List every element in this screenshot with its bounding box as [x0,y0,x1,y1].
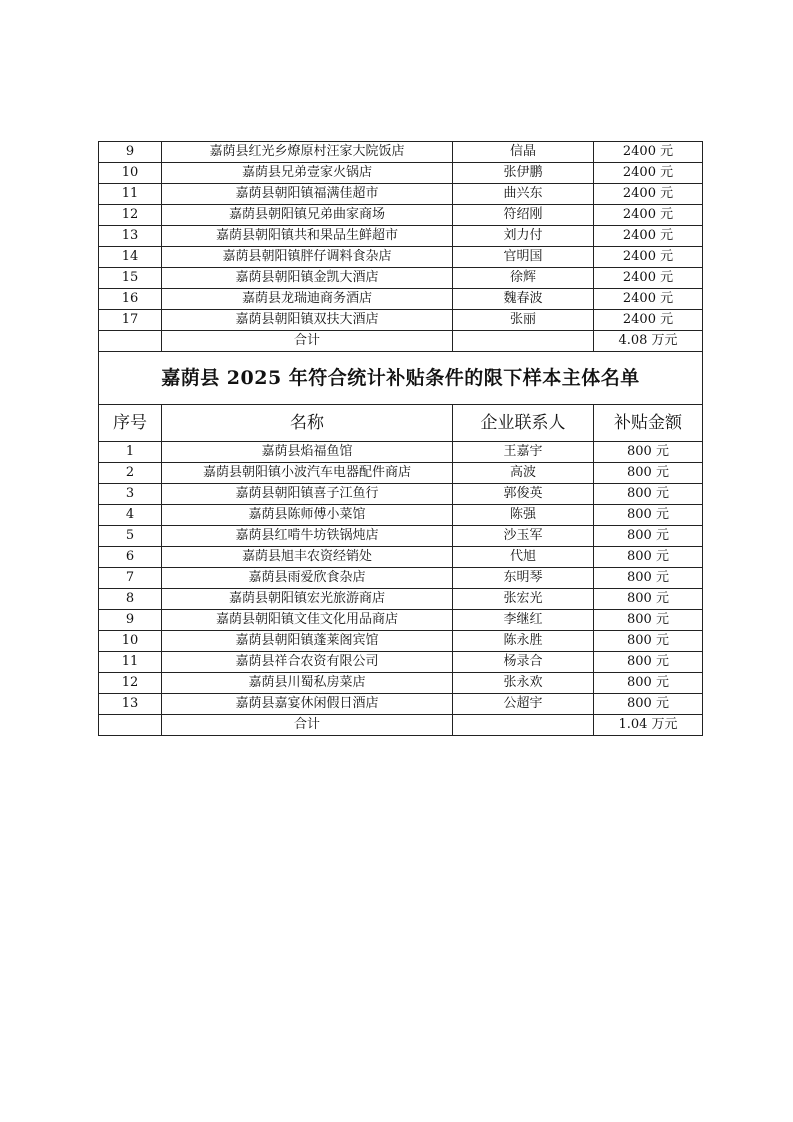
table-row [99,463,703,484]
row-number: 7 [99,568,162,589]
row-number: 4 [99,505,162,526]
row-amount: 800 元 [594,463,703,484]
row-contact: 高波 [453,463,594,484]
table-row [99,142,703,163]
total-amount: 1.04 万元 [594,715,703,736]
row-number: 13 [99,694,162,715]
row-amount: 2400 元 [594,184,703,205]
row-number: 5 [99,526,162,547]
row-name: 嘉荫县朝阳镇小波汽车电器配件商店 [162,463,453,484]
row-name: 嘉荫县雨爱欣食杂店 [162,568,453,589]
table-row [99,694,703,715]
table-row [99,673,703,694]
table-row [99,568,703,589]
row-contact: 刘力付 [453,226,594,247]
table-row [99,484,703,505]
row-amount: 2400 元 [594,268,703,289]
table-row [99,442,703,463]
row-amount: 800 元 [594,694,703,715]
table1-body [99,142,703,331]
row-name: 嘉荫县朝阳镇蓬莱阁宾馆 [162,631,453,652]
row-name: 嘉荫县朝阳镇金凯大酒店 [162,268,453,289]
row-number: 11 [99,652,162,673]
row-amount: 800 元 [594,673,703,694]
total-amount: 4.08 万元 [594,331,703,352]
row-number: 14 [99,247,162,268]
row-name: 嘉荫县旭丰农资经销处 [162,547,453,568]
table-title: 嘉荫县 2025 年符合统计补贴条件的限下样本主体名单 [99,352,703,405]
row-amount: 2400 元 [594,289,703,310]
row-name: 嘉荫县陈师傅小菜馆 [162,505,453,526]
row-number: 3 [99,484,162,505]
row-amount: 2400 元 [594,226,703,247]
table-row [99,226,703,247]
row-number: 16 [99,289,162,310]
row-number: 15 [99,268,162,289]
row-contact: 王嘉宇 [453,442,594,463]
row-number: 10 [99,163,162,184]
row-amount: 800 元 [594,484,703,505]
table-row [99,205,703,226]
total-label: 合计 [162,331,453,352]
row-contact: 陈强 [453,505,594,526]
row-amount: 2400 元 [594,163,703,184]
row-amount: 2400 元 [594,142,703,163]
row-name: 嘉荫县朝阳镇福满佳超市 [162,184,453,205]
row-name: 嘉荫县红啃牛坊铁锅炖店 [162,526,453,547]
header-name: 名称 [162,405,453,442]
table-total-row [99,715,703,736]
row-amount: 2400 元 [594,310,703,331]
row-contact: 曲兴东 [453,184,594,205]
row-number: 10 [99,631,162,652]
table1-total [99,331,703,352]
row-amount: 800 元 [594,547,703,568]
row-amount: 800 元 [594,652,703,673]
row-contact: 信晶 [453,142,594,163]
row-name: 嘉荫县兄弟壹家火锅店 [162,163,453,184]
row-number: 9 [99,142,162,163]
row-amount: 2400 元 [594,247,703,268]
row-contact: 张宏光 [453,589,594,610]
table-row [99,652,703,673]
row-number: 1 [99,442,162,463]
row-name: 嘉荫县嘉宴休闲假日酒店 [162,694,453,715]
table-header-row [99,405,703,442]
row-contact: 徐辉 [453,268,594,289]
table-row [99,247,703,268]
table-row [99,310,703,331]
header-no: 序号 [99,405,162,442]
row-name: 嘉荫县龙瑞迪商务酒店 [162,289,453,310]
row-contact: 陈永胜 [453,631,594,652]
row-contact: 沙玉军 [453,526,594,547]
row-name: 嘉荫县朝阳镇宏光旅游商店 [162,589,453,610]
header-amount: 补贴金额 [594,405,703,442]
row-name: 嘉荫县朝阳镇喜子江鱼行 [162,484,453,505]
row-number: 8 [99,589,162,610]
row-name: 嘉荫县朝阳镇双扶大酒店 [162,310,453,331]
row-name: 嘉荫县朝阳镇胖仔调料食杂店 [162,247,453,268]
table-row [99,505,703,526]
total-contact-cell [453,715,594,736]
row-amount: 800 元 [594,442,703,463]
row-contact: 符绍刚 [453,205,594,226]
row-number: 13 [99,226,162,247]
table-row [99,631,703,652]
total-label: 合计 [162,715,453,736]
table-row [99,547,703,568]
row-number: 17 [99,310,162,331]
row-amount: 800 元 [594,589,703,610]
table-row [99,163,703,184]
row-contact: 李继红 [453,610,594,631]
row-contact: 张永欢 [453,673,594,694]
table-title-row [99,352,703,405]
row-contact: 张丽 [453,310,594,331]
table-row [99,289,703,310]
row-name: 嘉荫县朝阳镇文佳文化用品商店 [162,610,453,631]
row-contact: 魏春波 [453,289,594,310]
row-contact: 张伊鹏 [453,163,594,184]
row-amount: 800 元 [594,526,703,547]
row-contact: 郭俊英 [453,484,594,505]
table2-header [99,352,703,442]
table-row [99,610,703,631]
row-contact: 东明琴 [453,568,594,589]
table-total-row [99,331,703,352]
table2-total [99,715,703,736]
row-amount: 800 元 [594,505,703,526]
table-row [99,526,703,547]
row-number: 9 [99,610,162,631]
total-contact-cell [453,331,594,352]
row-name: 嘉荫县朝阳镇共和果品生鲜超市 [162,226,453,247]
row-contact: 公超宇 [453,694,594,715]
row-name: 嘉荫县川蜀私房菜店 [162,673,453,694]
row-number: 12 [99,205,162,226]
row-amount: 800 元 [594,631,703,652]
total-no-cell [99,331,162,352]
row-number: 11 [99,184,162,205]
subsidy-table [98,141,703,736]
row-number: 6 [99,547,162,568]
row-number: 2 [99,463,162,484]
header-contact: 企业联系人 [453,405,594,442]
row-amount: 800 元 [594,610,703,631]
row-amount: 800 元 [594,568,703,589]
row-name: 嘉荫县红光乡燎原村汪家大院饭店 [162,142,453,163]
row-name: 嘉荫县祥合农资有限公司 [162,652,453,673]
row-contact: 杨录合 [453,652,594,673]
row-amount: 2400 元 [594,205,703,226]
row-contact: 官明国 [453,247,594,268]
row-contact: 代旭 [453,547,594,568]
row-name: 嘉荫县焰福鱼馆 [162,442,453,463]
row-number: 12 [99,673,162,694]
table-row [99,268,703,289]
row-name: 嘉荫县朝阳镇兄弟曲家商场 [162,205,453,226]
table-row [99,184,703,205]
table2-body [99,442,703,715]
total-no-cell [99,715,162,736]
table-row [99,589,703,610]
